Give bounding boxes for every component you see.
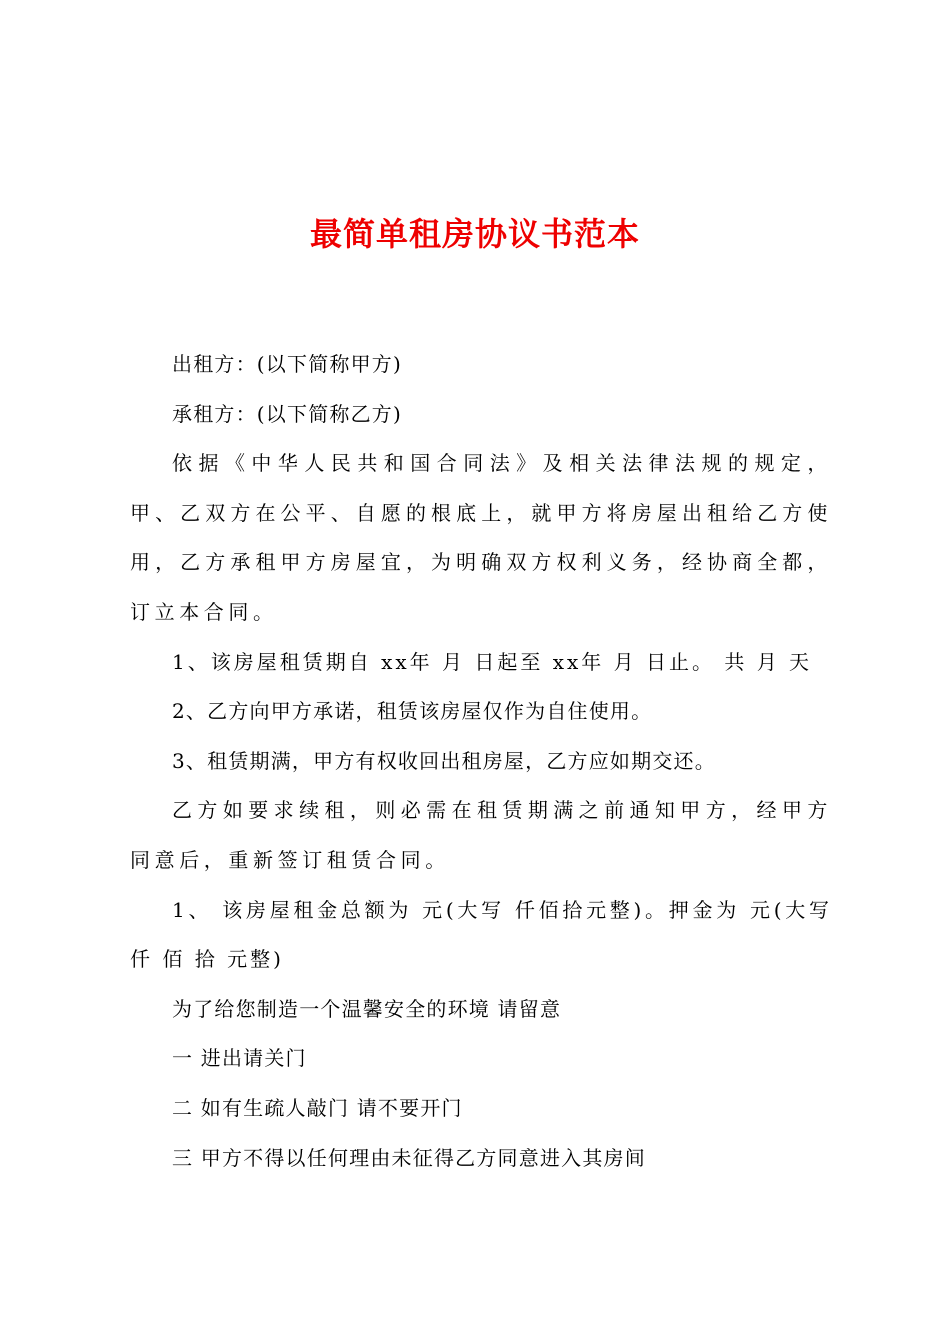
document-title: 最简单租房协议书范本 (309, 215, 640, 253)
paragraph-preamble: 依据《中华人民共和国合同法》及相关法律法规的规定，甲、乙双方在公平、自愿的根底上，就甲方将房屋出租给乙方使用，乙方承租甲方房屋宜，为明确双方权利义务，经协商全都，订立本合同。 (130, 451, 832, 624)
paragraph-use: 2、乙方向甲方承诺，租赁该房屋仅作为自住使用。 (172, 699, 653, 724)
paragraph-renewal: 乙方如要求续租，则必需在租赁期满之前通知甲方，经甲方同意后，重新签订租赁合同。 (130, 798, 832, 872)
paragraph-rule-3: 三 甲方不得以任何理由未征得乙方同意进入其房间 (172, 1145, 646, 1170)
document-body (130, 340, 832, 1183)
paragraph-term: 1、该房屋租赁期自 xx年 月 日起至 xx年 月 日止。 共 月 天 (172, 649, 813, 674)
paragraph-rule-1: 一 进出请关门 (172, 1046, 307, 1071)
paragraph-rule-2: 二 如有生疏人敲门 请不要开门 (172, 1095, 463, 1120)
paragraph-rent: 1、 该房屋租金总额为 元(大写 仟佰拾元整)。押金为 元(大写 仟 佰 拾 元整) (130, 897, 832, 972)
paragraph-lessor: 出租方：(以下简称甲方) (172, 352, 403, 376)
paragraph-notice: 为了给您制造一个温馨安全的环境 请留意 (172, 996, 562, 1021)
paragraph-lessee: 承租方：(以下简称乙方) (172, 401, 403, 426)
paragraph-expiry: 3、租赁期满，甲方有权收回出租房屋，乙方应如期交还。 (172, 748, 716, 773)
